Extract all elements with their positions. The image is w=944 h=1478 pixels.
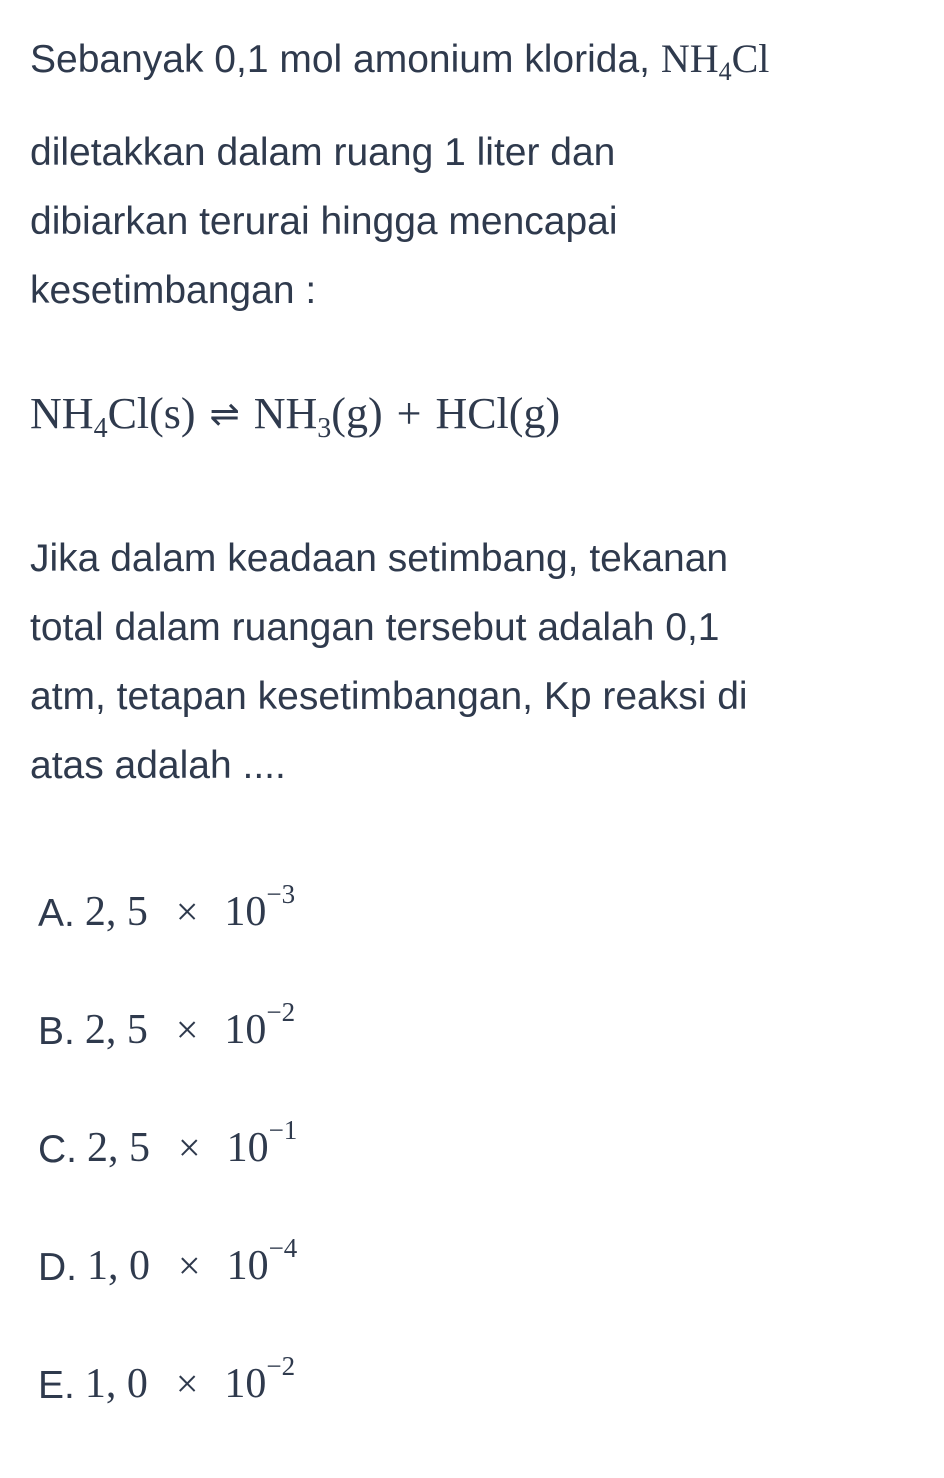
reaction-equation (30, 388, 561, 444)
times-sign: × (178, 1125, 201, 1170)
reactant-subscript: 4 (93, 413, 108, 444)
option-power (224, 997, 296, 1054)
question-line-3: dibiarkan terurai hingga mencapai (30, 200, 618, 243)
option-letter: E. (38, 1364, 75, 1407)
option-letter: D. (38, 1246, 77, 1289)
product1-tail: (g) (331, 389, 383, 438)
option-a[interactable] (38, 879, 297, 1006)
option-mantissa: 2, 5 (84, 1007, 148, 1053)
option-exponent: −2 (266, 1351, 296, 1381)
equilibrium-arrow-icon: ⇌ (209, 394, 240, 435)
question-line-1-text: Sebanyak 0,1 mol amonium klorida, (30, 38, 661, 81)
reactant-base: NH (30, 389, 94, 438)
times-sign: × (175, 889, 199, 934)
formula-base: NH (660, 36, 719, 81)
option-e[interactable] (38, 1351, 297, 1478)
formula-subscript: 4 (718, 57, 732, 86)
option-mantissa: 2, 5 (87, 1125, 150, 1171)
option-base: 10 (224, 1361, 267, 1407)
option-mantissa: 2, 5 (84, 889, 148, 935)
product1-base: NH (253, 389, 318, 438)
ammonium-chloride-formula (660, 36, 770, 86)
product2: HCl(g) (435, 389, 561, 438)
option-mantissa: 1, 0 (84, 1361, 148, 1407)
option-b[interactable] (38, 997, 297, 1124)
prompt-line-1: Jika dalam keadaan setimbang, tekanan (30, 537, 729, 580)
formula-tail: Cl (731, 36, 770, 81)
option-base: 10 (226, 1243, 269, 1289)
answer-options (38, 879, 298, 1478)
option-exponent: −4 (268, 1233, 298, 1263)
product1-subscript: 3 (317, 413, 332, 444)
option-power (226, 1115, 298, 1172)
question-line-4: kesetimbangan : (30, 269, 317, 312)
prompt-line-4: atas adalah .... (30, 744, 286, 787)
reactant-tail: Cl(s) (107, 389, 196, 438)
option-power (224, 879, 296, 936)
question-line-2: diletakkan dalam ruang 1 liter dan (30, 131, 616, 174)
option-base: 10 (224, 1007, 267, 1053)
option-letter: C. (38, 1128, 77, 1171)
prompt-line-3: atm, tetapan kesetimbangan, Kp reaksi di (30, 675, 748, 718)
option-letter: A. (38, 892, 75, 935)
question-text (30, 24, 920, 325)
option-letter: B. (38, 1010, 75, 1053)
times-sign: × (175, 1361, 199, 1406)
plus-sign: + (396, 389, 422, 438)
option-base: 10 (224, 889, 267, 935)
question-prompt (30, 524, 920, 800)
option-exponent: −3 (266, 879, 296, 909)
option-d[interactable] (38, 1233, 298, 1360)
times-sign: × (178, 1243, 201, 1288)
line-spacer (30, 94, 920, 118)
times-sign: × (175, 1007, 199, 1052)
option-exponent: −2 (266, 997, 296, 1027)
option-exponent: −1 (268, 1115, 298, 1145)
option-mantissa: 1, 0 (87, 1243, 150, 1289)
question-line-1 (30, 24, 920, 94)
option-c[interactable] (38, 1115, 298, 1242)
option-power (224, 1351, 296, 1408)
option-power (226, 1233, 298, 1290)
prompt-line-2: total dalam ruangan tersebut adalah 0,1 (30, 606, 720, 649)
option-base: 10 (226, 1125, 269, 1171)
